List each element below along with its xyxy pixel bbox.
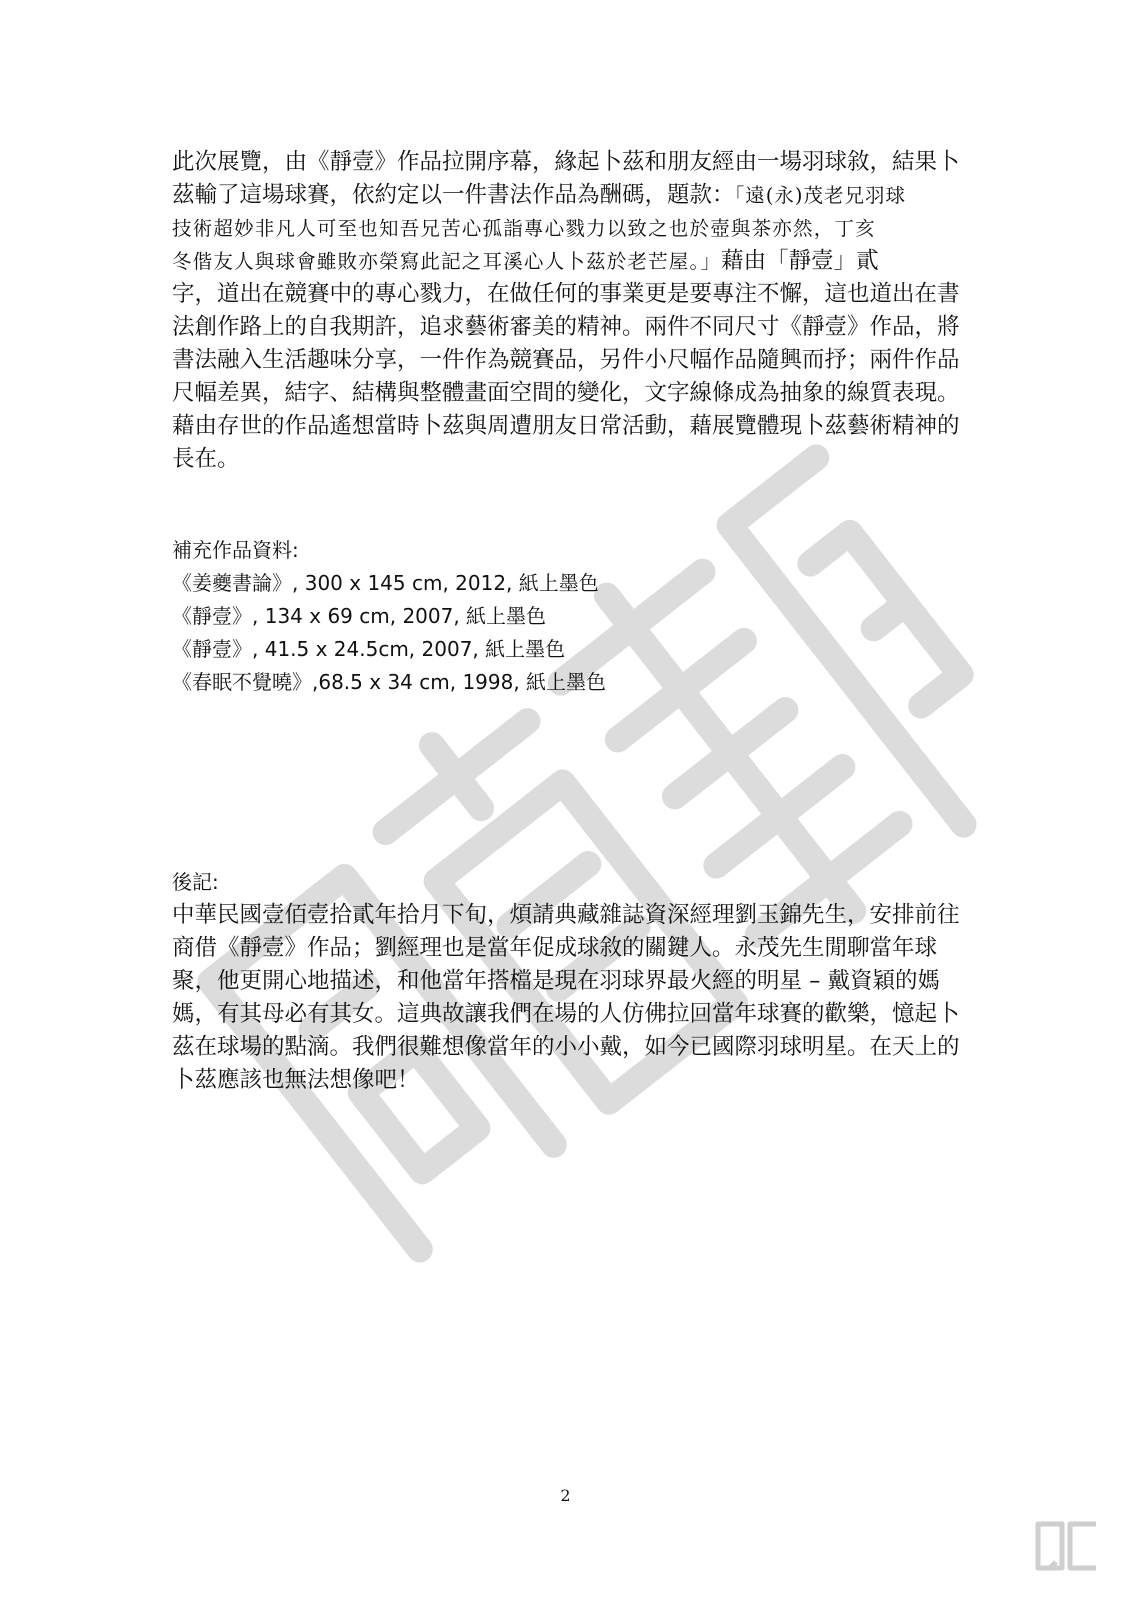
intro-text: 此次展覽，由《靜壹》作品拉開序幕，緣起卜茲和朋友經由一場羽球敘，結果卜茲輸了這場球賽，依約定以一件書法作品為酬碼，題款： (172, 149, 960, 208)
inscription-line-1: 「遠(永)茂老兄羽球 (734, 184, 906, 207)
supplement-item: 《靜壹》, 41.5 x 24.5cm, 2007, 紙上墨色 (172, 637, 566, 661)
page-number: 2 (560, 1486, 571, 1505)
afterword-section (172, 866, 962, 1097)
intro-continuation: 字，道出在競賽中的專心戮力，在做任何的事業更是要專注不懈，這也道出在書法創作路上的自我期許，追求藝術審美的精神。兩件不同尺寸《靜壹》作品，將書法融入生活趣味分享，一件作為競賽品，另件小尺幅作品隨興而抒；兩件作品尺幅差異，結字、結構與整體畫面空間的變化，文字線條成為抽象的線質表現。 藉由存世的作品遙想當時卜茲與周遭朋友日常活動，藉展覽體現卜茲藝術精神的長在。 (172, 281, 960, 472)
supplementary-works (172, 534, 606, 699)
supplement-item: 《春眠不覺曉》,68.5 x 34 cm, 1998, 紙上墨色 (172, 670, 607, 694)
inscription-line-2: 技術超妙非凡人可至也知吾兄苦心孤詣專心戮力以致之也於壺與茶亦然，丁亥 (172, 217, 876, 240)
intro-tail: 藉由「靜壹」貳 (721, 248, 879, 274)
afterword-text: 中華民國壹佰壹拾貳年拾月下旬，煩請典藏雜誌資深經理劉玉錦先生，安排前往商借《靜壹》作品；劉經理也是當年促成球敘的關鍵人。永茂先生閒聊當年球聚，他更開心地描述，和他當年搭檔是現在羽球界最火經的明星 – 戴資穎的媽媽，有其母必有其女。這典故讓我們在場的人仿佛拉回當年球賽的歡樂，憶起卜茲在球場的點滴。我們很難想像當年的小小戴，如今已國際羽球明星。在天上的卜茲應該也無法想像吧！ (172, 902, 960, 1093)
inscription-line-3: 冬偕友人與球會雖敗亦榮寫此記之耳溪心人卜茲於老芒屋。」 (172, 250, 722, 273)
publisher-logo-icon (1032, 1518, 1102, 1574)
afterword-heading: 後記: (172, 870, 219, 894)
supplement-item: 《靜壹》, 134 x 69 cm, 2007, 紙上墨色 (172, 604, 547, 628)
intro-paragraph (172, 146, 962, 476)
supplement-heading: 補充作品資料: (172, 538, 299, 562)
main-text (172, 146, 962, 476)
supplement-item: 《姜夔書論》, 300 x 145 cm, 2012, 紙上墨色 (172, 571, 599, 595)
